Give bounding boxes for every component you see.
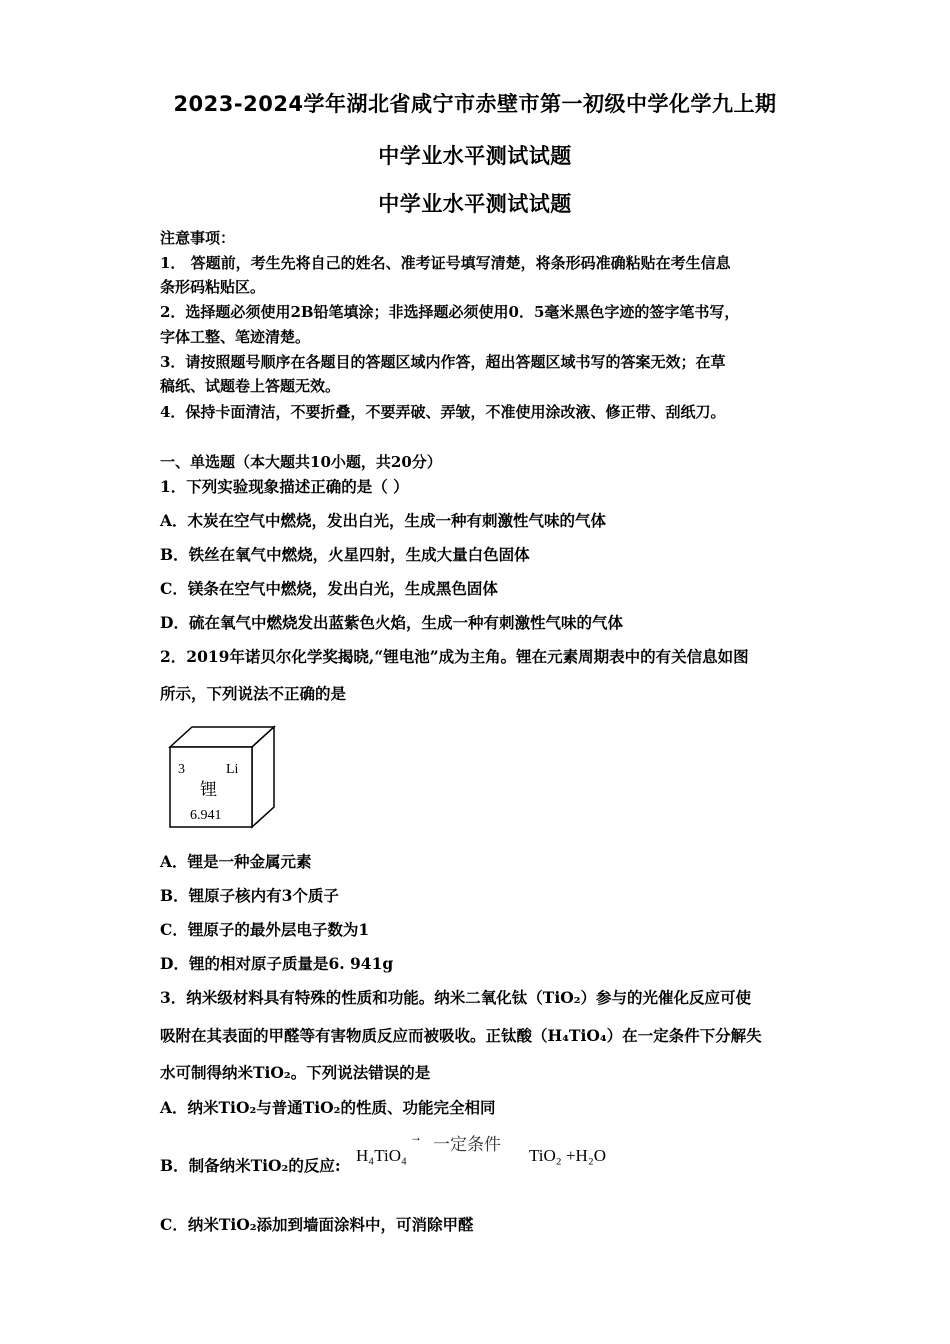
q3-stem-line1: 3．纳米级材料具有特殊的性质和功能。纳米二氧化钛（TiO₂）参与的光催化反应可使 — [160, 988, 752, 1007]
q1-option-a: A．木炭在空气中燃烧，发出白光，生成一种有刺激性气味的气体 — [160, 511, 607, 530]
q3-option-c: C．纳米TiO₂添加到墙面涂料中，可消除甲醛 — [160, 1215, 474, 1234]
doc-title-line2: 中学业水平测试试题 — [378, 144, 572, 168]
q2-stem-line1: 2．2019年诺贝尔化学奖揭晓,“锂电池”成为主角。锂在元素周期表中的有关信息如图 — [160, 647, 749, 666]
section-heading: 一、单选题（本大题共10小题，共20分） — [160, 453, 442, 471]
notice-heading: 注意事项： — [160, 229, 236, 247]
q3-stem-line3: 水可制得纳米TiO₂。下列说法错误的是 — [160, 1063, 431, 1082]
lithium-element-cube — [168, 725, 278, 831]
element-atomic-number: 3 — [178, 762, 185, 777]
q2-option-c: C．锂原子的最外层电子数为1 — [160, 920, 370, 939]
notice-item: 条形码粘贴区。 — [160, 278, 266, 296]
reaction-arrow-icon: → — [410, 1130, 422, 1144]
notice-item: 1． 答题前，考生先将自己的姓名、准考证号填写清楚，将条形码准确粘贴在考生信息 — [160, 254, 731, 272]
reaction-condition: 一定条件 — [433, 1135, 501, 1154]
q2-option-d: D．锂的相对原子质量是6. 941g — [160, 954, 394, 973]
q1-option-d: D．硫在氧气中燃烧发出蓝紫色火焰，生成一种有刺激性气味的气体 — [160, 613, 623, 632]
q1-stem: 1．下列实验现象描述正确的是（ ） — [160, 477, 409, 496]
q2-option-a: A．锂是一种金属元素 — [160, 852, 312, 871]
notice-item: 稿纸、试题卷上答题无效。 — [160, 377, 341, 395]
element-symbol: Li — [226, 762, 239, 777]
q3-option-b-label: B．制备纳米TiO₂的反应: — [160, 1156, 341, 1175]
reaction-products: TiO₂ +H₂O — [529, 1146, 607, 1165]
doc-title-line1: 2023-2024学年湖北省咸宁市赤壁市第一初级中学化学九上期 — [173, 92, 777, 116]
notice-item: 字体工整、笔迹清楚。 — [160, 328, 311, 346]
q2-stem-line2: 所示，下列说法不正确的是 — [160, 684, 347, 703]
q3-option-a: A．纳米TiO₂与普通TiO₂的性质、功能完全相同 — [160, 1098, 496, 1117]
element-mass: 6.941 — [190, 808, 222, 823]
doc-title-line3: 中学业水平测试试题 — [378, 192, 572, 216]
notice-item: 2．选择题必须使用2B铅笔填涂；非选择题必须使用0．5毫米黑色字迹的签字笔书写， — [160, 303, 740, 321]
element-name: 锂 — [200, 780, 217, 800]
reaction-reactant: H₄TiO₄ — [356, 1146, 407, 1165]
notice-item: 3．请按照题号顺序在各题目的答题区域内作答，超出答题区域书写的答案无效；在草 — [160, 353, 726, 371]
q3-stem-line2: 吸附在其表面的甲醛等有害物质反应而被吸收。正钛酸（H₄TiO₄）在一定条件下分解失 — [160, 1026, 762, 1045]
q2-option-b: B．锂原子核内有3个质子 — [160, 886, 339, 905]
notice-item: 4．保持卡面清洁，不要折叠，不要弄破、弄皱，不准使用涂改液、修正带、刮纸刀。 — [160, 403, 726, 421]
q1-option-c: C．镁条在空气中燃烧，发出白光，生成黑色固体 — [160, 579, 498, 598]
q1-option-b: B．铁丝在氧气中燃烧，火星四射，生成大量白色固体 — [160, 545, 530, 564]
